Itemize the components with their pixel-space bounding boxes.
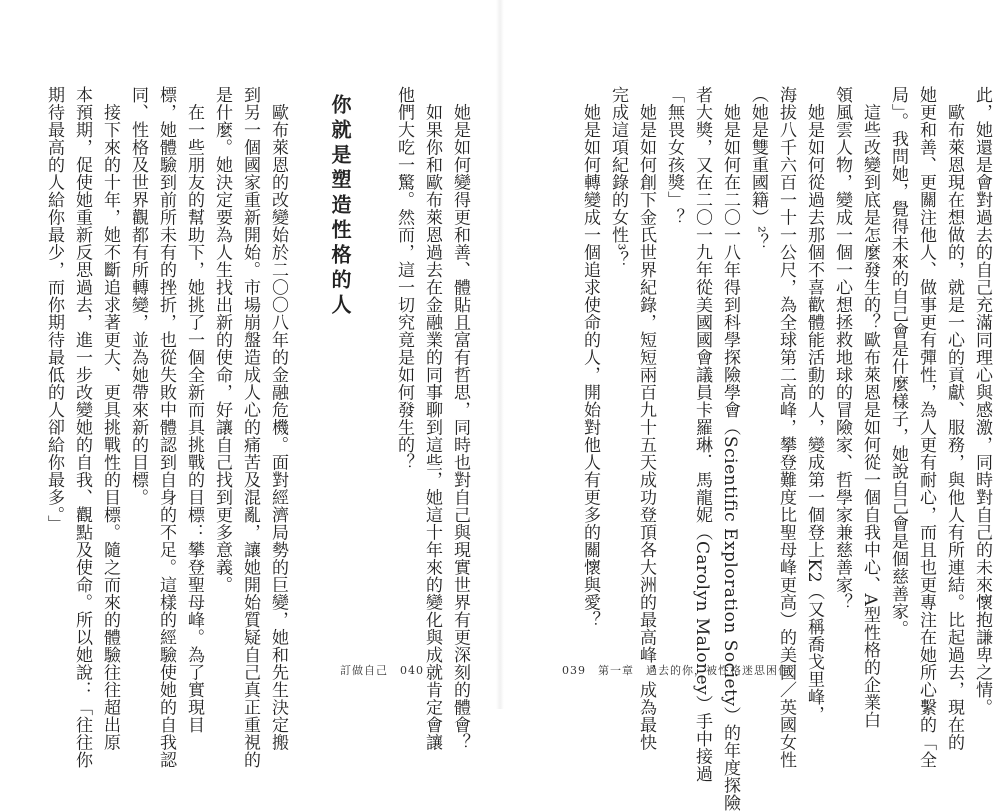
text-column: 接下來的十年，她不斷追求著更大、更具挑戰性的目標。隨之而來的體驗往往超出原 (100, 86, 120, 751)
text-column: 本預期，促使她重新反思過去，進一步改變她的自我、觀點及使命。所以她說：「往往你 (72, 86, 92, 769)
text-column: 是什麼。她決定要為人生找出新的使命，好讓自己找到更多意義。 (212, 86, 232, 594)
text-column: 她是如何轉變成一個追求使命的人，開始對他人有更多的關懷與愛？ (580, 86, 600, 629)
text-column: 這些改變到底是怎麼發生的？歐布萊恩是如何從一個自我中心、A型性格的企業白 (860, 86, 880, 729)
section-heading: 你就是塑造性格的人 (328, 94, 352, 319)
text-column: 歐布萊恩現在想做的，就是一心的貢獻、服務，與他人有所連結。比起過去，現在的 (944, 86, 964, 751)
text-column: 她更和善、更關注他人、做事更有彈性，為人更有耐心，而且也更專注在她所心繫的「全 (916, 86, 936, 769)
text-column: 完成這項紀錄的女性³？ (608, 86, 628, 269)
text-column: 她是如何創下金氏世界紀錄，短短兩百九十五天成功登頂各大洲的最高峰，成為最快 (636, 86, 656, 751)
text-column: 在一些朋友的幫助下，她挑了一個全新而具挑戰的目標：攀登聖母峰。為了實現目 (184, 86, 204, 734)
text-column: 歐布萊恩的改變始於二〇〇八年的金融危機。面對經濟局勢的巨變，她和先生決定搬 (268, 86, 288, 751)
text-column: （她是雙重國籍）²？ (748, 86, 768, 251)
text-column: 同、性格及世界觀都有所轉變，並為她帶來新的目標。 (128, 86, 148, 506)
text-column: 她是如何在二〇一八年得到科學探險學會（Scientific Exploration Society）的年度探險 (720, 86, 740, 812)
text-column: 標，她體驗到前所未有的挫折，也從失敗中體認到自身的不足。這樣的經驗使她的自我認 (156, 86, 176, 769)
text-column: 此，她還是會對過去的自己充滿同理心與感激，同時對自己的未來懷抱謙卑之情。 (972, 86, 992, 716)
text-column: 他們大吃一驚。然而，這一切究竟是如何發生的？ (394, 86, 414, 471)
text-column: 她是如何變得更和善、體貼且富有哲思，同時也對自己與現實世界有更深刻的體會？ (450, 86, 470, 751)
text-column: 她是如何從過去那個不喜歡體能活動的人，變成第一個登上K2（又稱喬戈里峰， (804, 86, 824, 724)
text-column: 領風雲人物，變成一個一心想拯救地球的冒險家、哲學家兼慈善家？ (832, 86, 852, 611)
left-page (0, 0, 500, 769)
page-folio: 訂做自己 040 (340, 664, 424, 677)
text-column: 海拔八千六百一十一公尺，為全球第二高峰，攀登難度比聖母峰更高）的美國／英國女性 (776, 86, 796, 769)
right-page (500, 0, 1000, 812)
text-column: 期待最高的人給你最少，而你期待最低的人卻給你最多。」 (44, 86, 64, 533)
text-column: 到另一個國家重新開始。市場崩盤造成人心的痛苦及混亂，讓她開始質疑自己真正重視的 (240, 86, 260, 769)
text-column: 者大獎，又在二〇一九年從美國國會議員卡羅琳．馬龍妮（Carolyn Maloney）手中接過 (692, 86, 712, 783)
text-column: 「無畏女孩獎」？ (664, 86, 684, 226)
page-folio: 039 第一章 過去的你，被性格迷思困住 (562, 664, 790, 677)
text-column: 局」。我問她，覺得未來的自己會是什麼樣子，她說自己會是個慈善家。 (888, 86, 908, 638)
text-column: 如果你和歐布萊恩過去在金融業的同事聊到這些，她這十年來的變化與成就肯定會讓 (422, 86, 442, 751)
